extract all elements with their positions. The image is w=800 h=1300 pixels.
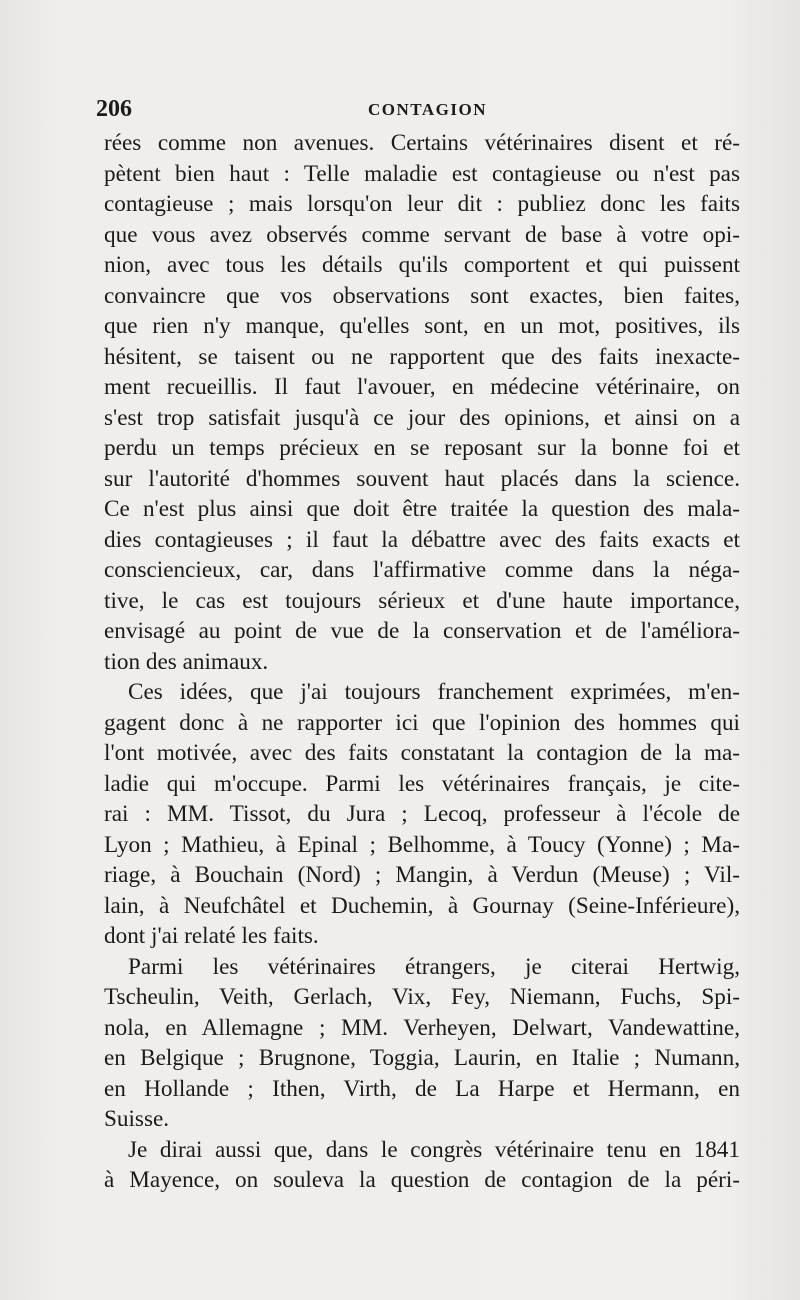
text-line: sur l'autorité d'hommes souvent haut placés dans la science. (104, 465, 740, 492)
text-line: Je dirai aussi que, dans le congrès vétérinaire tenu en 1841 (128, 1136, 740, 1163)
text-line: dont j'ai relaté les faits. (104, 923, 319, 949)
text-line: à Mayence, on souleva la question de contagion de la péri- (104, 1167, 740, 1193)
text-line: gagent donc à ne rapporter ici que l'opinion des hommes qui (104, 709, 740, 736)
text-line: convaincre que vos observations sont exactes, bien faites, (104, 282, 740, 309)
paragraph (104, 128, 740, 677)
text-line: tive, le cas est toujours sérieux et d'une haute importance, (104, 587, 740, 614)
text-line: ment recueillis. Il faut l'avouer, en médecine vétérinaire, on (104, 374, 740, 400)
text-line: ladie qui m'occupe. Parmi les vétérinaires français, je cite- (104, 770, 740, 797)
text-line: envisagé au point de vue de la conservation et de l'améliora- (104, 618, 740, 644)
text-line: Suisse. (104, 1106, 170, 1132)
text-line: que rien n'y manque, qu'elles sont, en un mot, positives, ils (104, 313, 740, 339)
text-line: nion, avec tous les détails qu'ils comportent et qui puissent (104, 252, 740, 278)
text-line: rai : MM. Tissot, du Jura ; Lecoq, professeur à l'école de (104, 801, 740, 827)
text-line: contagieuse ; mais lorsqu'on leur dit : publiez donc les faits (104, 191, 740, 217)
text-line: hésitent, se taisent ou ne rapportent que des faits inexacte- (104, 343, 740, 370)
text-line: en Hollande ; Ithen, Virth, de La Harpe et Hermann, en (104, 1075, 740, 1102)
text-line: rées comme non avenues. Certains vétérinaires disent et ré- (104, 130, 740, 156)
text-line: perdu un temps précieux en se reposant sur la bonne foi et (104, 435, 740, 461)
body-text (104, 128, 740, 1196)
page-number: 206 (96, 96, 132, 122)
paragraph (104, 677, 740, 952)
text-line: Ces idées, que j'ai toujours franchement exprimées, m'en- (128, 679, 740, 705)
text-line: consciencieux, car, dans l'affirmative comme dans la néga- (104, 557, 740, 583)
text-line: tion des animaux. (104, 648, 269, 675)
text-line: Tscheulin, Veith, Gerlach, Vix, Fey, Niemann, Fuchs, Spi- (104, 984, 740, 1010)
text-line: Ce n'est plus ainsi que doit être traitée la question des mala- (104, 496, 740, 522)
running-title: CONTAGION (368, 100, 487, 119)
paragraph (104, 1135, 740, 1196)
text-line: pètent bien haut : Telle maladie est contagieuse ou n'est pas (104, 160, 740, 187)
text-line: Lyon ; Mathieu, à Epinal ; Belhomme, à Toucy (Yonne) ; Ma- (104, 831, 740, 858)
page-header (96, 96, 736, 126)
text-line: Parmi les vétérinaires étrangers, je citerai Hertwig, (128, 953, 740, 980)
text-line: s'est trop satisfait jusqu'à ce jour des opinions, et ainsi on a (104, 404, 740, 431)
text-line: l'ont motivée, avec des faits constatant la contagion de la ma- (104, 740, 740, 766)
text-line: lain, à Neufchâtel et Duchemin, à Gournay (Seine-Inférieure), (104, 892, 740, 919)
text-line: en Belgique ; Brugnone, Toggia, Laurin, en Italie ; Numann, (104, 1045, 740, 1071)
text-line: dies contagieuses ; il faut la débattre avec des faits exacts et (104, 526, 740, 553)
text-line: que vous avez observés comme servant de base à votre opi- (104, 221, 740, 248)
text-line: nola, en Allemagne ; MM. Verheyen, Delwart, Vandewattine, (104, 1014, 740, 1041)
paragraph (104, 952, 740, 1135)
text-line: riage, à Bouchain (Nord) ; Mangin, à Verdun (Meuse) ; Vil- (104, 862, 740, 888)
